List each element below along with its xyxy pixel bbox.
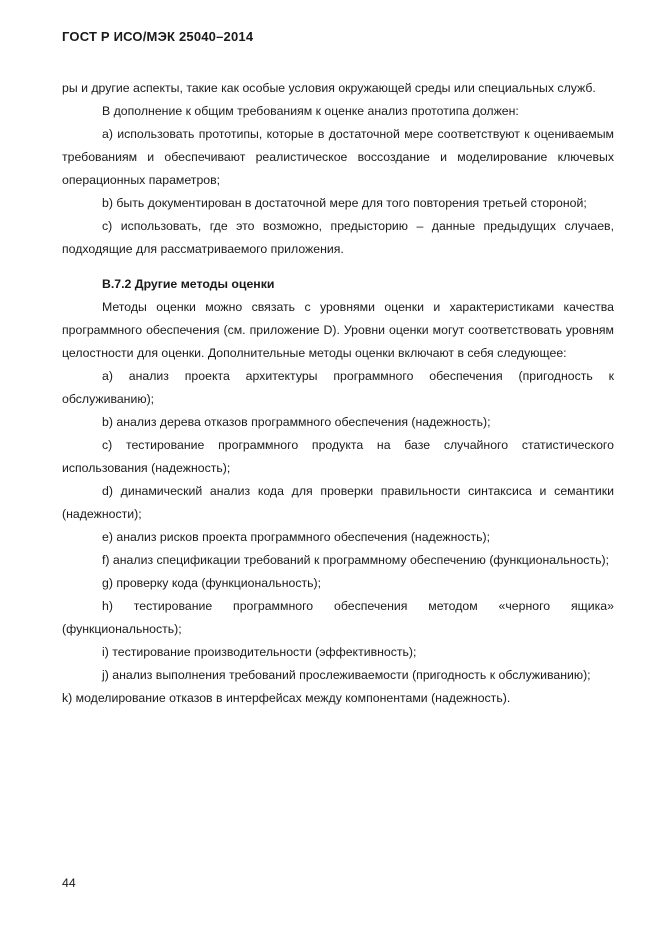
list-item-c: c) использовать, где это возможно, предысторию – данные предыдущих случаев, подходящие для рассматриваемого приложения.	[62, 219, 614, 256]
method-item-g: g) проверку кода (функциональность);	[102, 576, 322, 590]
method-item-e: e) анализ рисков проекта программного обеспечения (надежность);	[102, 530, 490, 544]
paragraph-prototype-intro: В дополнение к общим требованиям к оценке анализ прототипа должен:	[102, 104, 519, 118]
section-heading: В.7.2 Другие методы оценки	[102, 277, 275, 291]
body-text	[62, 77, 614, 710]
method-item-i: i) тестирование производительности (эффективность);	[102, 645, 417, 659]
method-item-b: b) анализ дерева отказов программного обеспечения (надежность);	[102, 415, 491, 429]
method-item-d: d) динамический анализ кода для проверки правильности синтаксиса и семантики (надежности);	[62, 484, 614, 521]
page-header-standard-id: ГОСТ Р ИСО/МЭК 25040–2014	[62, 29, 254, 44]
paragraph-continuation: ры и другие аспекты, такие как особые условия окружающей среды или специальных служб.	[62, 81, 596, 95]
list-item-a: а) использовать прототипы, которые в достаточной мере соответствуют к оцениваемым требованиям и обеспечивают реалистическое воссоздание и моделирование ключевых операционных параметров;	[62, 127, 614, 187]
page-number: 44	[62, 876, 76, 890]
method-item-c: c) тестирование программного продукта на базе случайного статистического использования (надежность);	[62, 438, 614, 475]
method-item-j: j) анализ выполнения требований прослеживаемости (пригодность к обслуживанию);	[102, 668, 591, 682]
section-intro: Методы оценки можно связать с уровнями оценки и характеристиками качества программного обеспечения (см. приложение D). Уровни оценки могут соответствовать уровням целостности для оценки. Дополнительные методы оценки включают в себя следующее:	[62, 300, 614, 360]
method-item-a: а) анализ проекта архитектуры программного обеспечения (пригодность к обслуживанию);	[62, 369, 614, 406]
method-item-f: f) анализ спецификации требований к программному обеспечению (функциональность);	[102, 553, 610, 567]
method-item-k: k) моделирование отказов в интерфейсах между компонентами (надежность).	[62, 691, 511, 705]
list-item-b: b) быть документирован в достаточной мере для того повторения третьей стороной;	[102, 196, 587, 210]
method-item-h: h) тестирование программного обеспечения методом «черного ящика» (функциональность);	[62, 599, 614, 636]
